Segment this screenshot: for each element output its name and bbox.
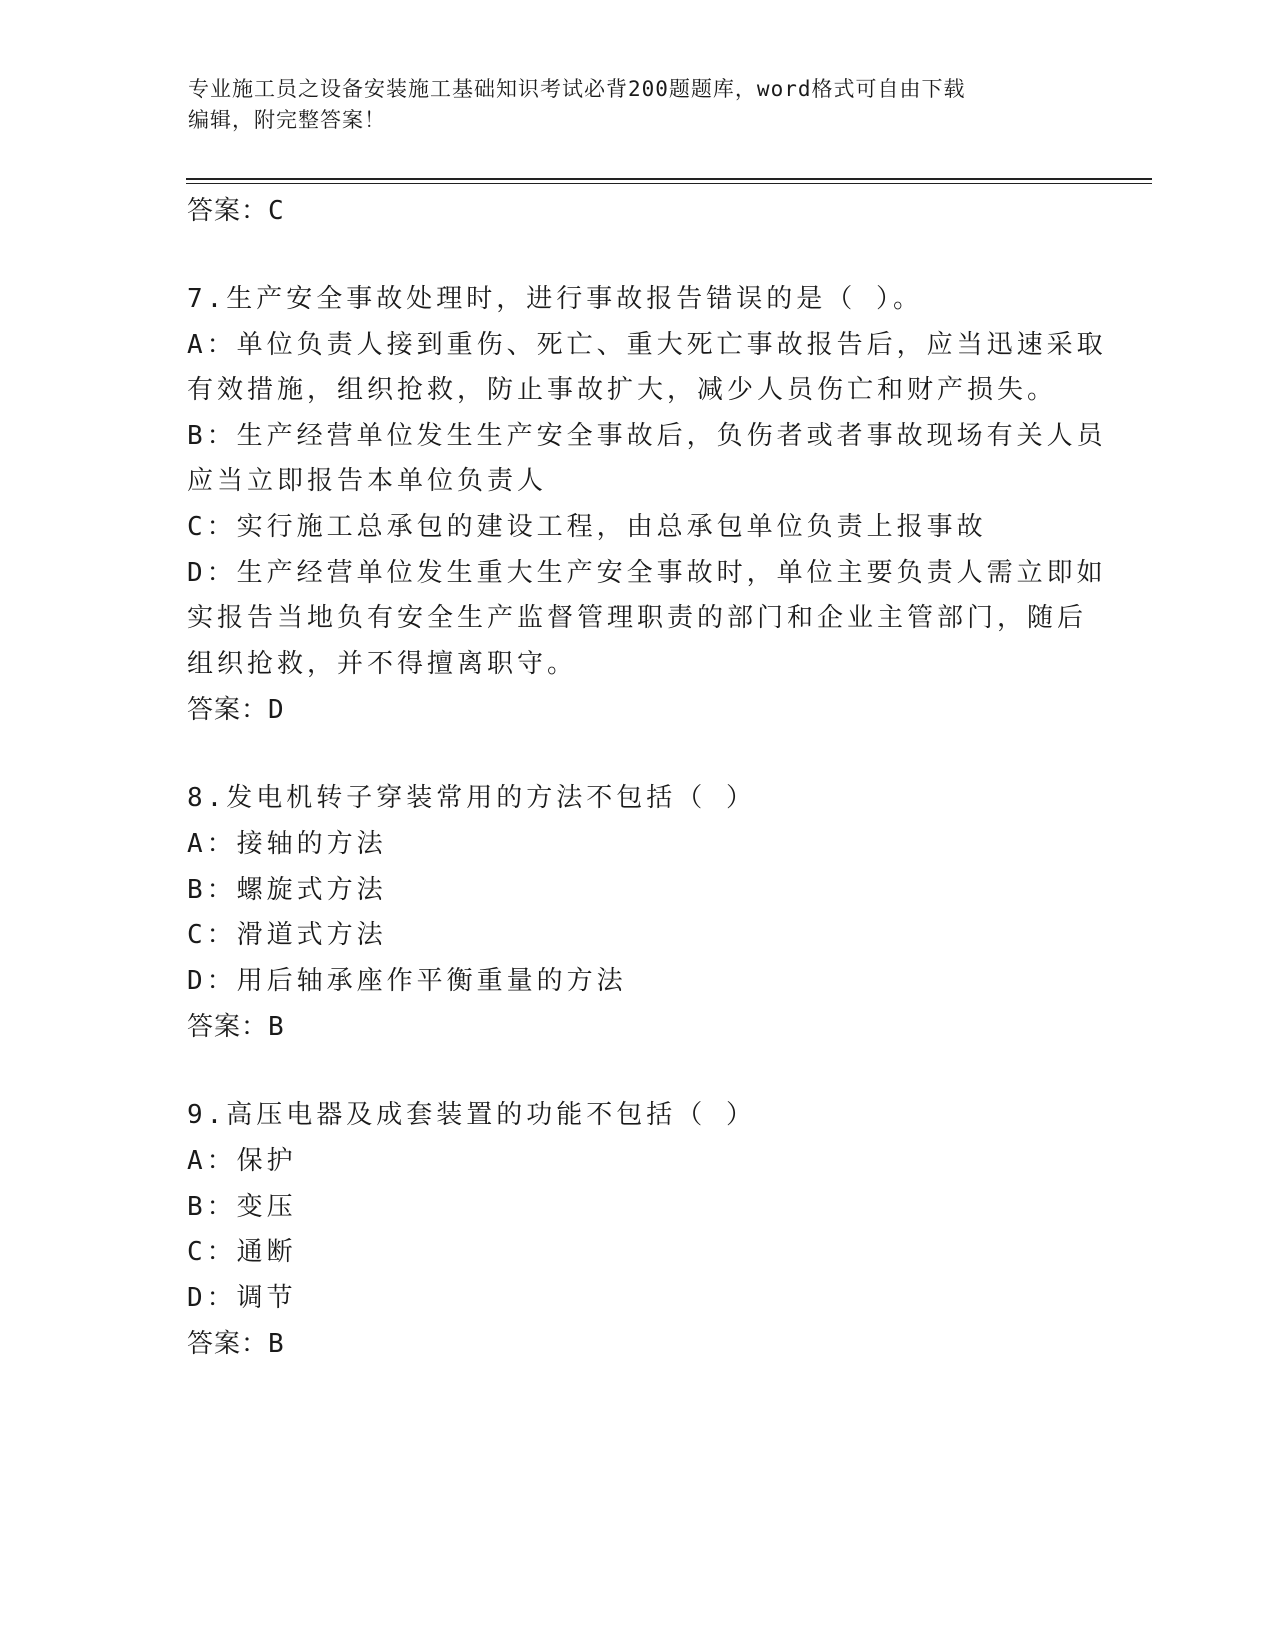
header-rule-thin bbox=[186, 183, 1152, 184]
header-line-1: 专业施工员之设备安装施工基础知识考试必背200题题库，word格式可自由下载 bbox=[188, 77, 966, 101]
q9-option-d: D：调节 bbox=[187, 1282, 297, 1313]
header-rule-thick bbox=[186, 178, 1152, 180]
q8-question: 8.发电机转子穿装常用的方法不包括（ ） bbox=[187, 783, 756, 814]
q7-option-c: C：实行施工总承包的建设工程，由总承包单位负责上报事故 bbox=[187, 511, 987, 542]
q9-option-c: C：通断 bbox=[187, 1237, 297, 1268]
q7-option-d-line2: 实报告当地负有安全生产监督管理职责的部门和企业主管部门，随后 bbox=[187, 603, 1088, 634]
q8-option-d: D：用后轴承座作平衡重量的方法 bbox=[187, 965, 627, 996]
q7-question: 7.生产安全事故处理时，进行事故报告错误的是（ ）。 bbox=[187, 284, 923, 314]
q8-option-c: C：滑道式方法 bbox=[187, 920, 387, 951]
q9-option-b: B：变压 bbox=[187, 1191, 297, 1222]
q7-option-a-line1: A：单位负责人接到重伤、死亡、重大死亡事故报告后，应当迅速采取 bbox=[187, 329, 1107, 360]
q7-option-d-line1: D：生产经营单位发生重大生产安全事故时，单位主要负责人需立即如 bbox=[187, 557, 1107, 588]
question-9 bbox=[187, 1093, 1087, 1367]
question-8 bbox=[187, 776, 1087, 1050]
q7-answer: 答案：D bbox=[187, 695, 285, 726]
q7-option-d-line3: 组织抢救，并不得擅离职守。 bbox=[187, 648, 578, 679]
header-line-2: 编辑，附完整答案！ bbox=[188, 108, 386, 132]
q7-option-a-line2: 有效措施，组织抢救，防止事故扩大，减少人员伤亡和财产损失。 bbox=[187, 375, 1058, 406]
question-list bbox=[187, 188, 1107, 1367]
q9-option-a: A：保护 bbox=[187, 1145, 297, 1176]
q8-option-b: B：螺旋式方法 bbox=[187, 874, 387, 905]
q9-question: 9.高压电器及成套装置的功能不包括（ ） bbox=[187, 1100, 756, 1131]
q7-option-b-line1: B：生产经营单位发生生产安全事故后，负伤者或者事故现场有关人员 bbox=[187, 420, 1107, 451]
q8-option-a: A：接轴的方法 bbox=[187, 828, 387, 859]
q6-answer: 答案：C bbox=[187, 196, 285, 226]
q8-answer: 答案：B bbox=[187, 1012, 285, 1043]
question-7 bbox=[187, 277, 1107, 733]
q9-answer: 答案：B bbox=[187, 1329, 285, 1360]
document-header bbox=[188, 74, 1068, 136]
q7-option-b-line2: 应当立即报告本单位负责人 bbox=[187, 466, 548, 497]
